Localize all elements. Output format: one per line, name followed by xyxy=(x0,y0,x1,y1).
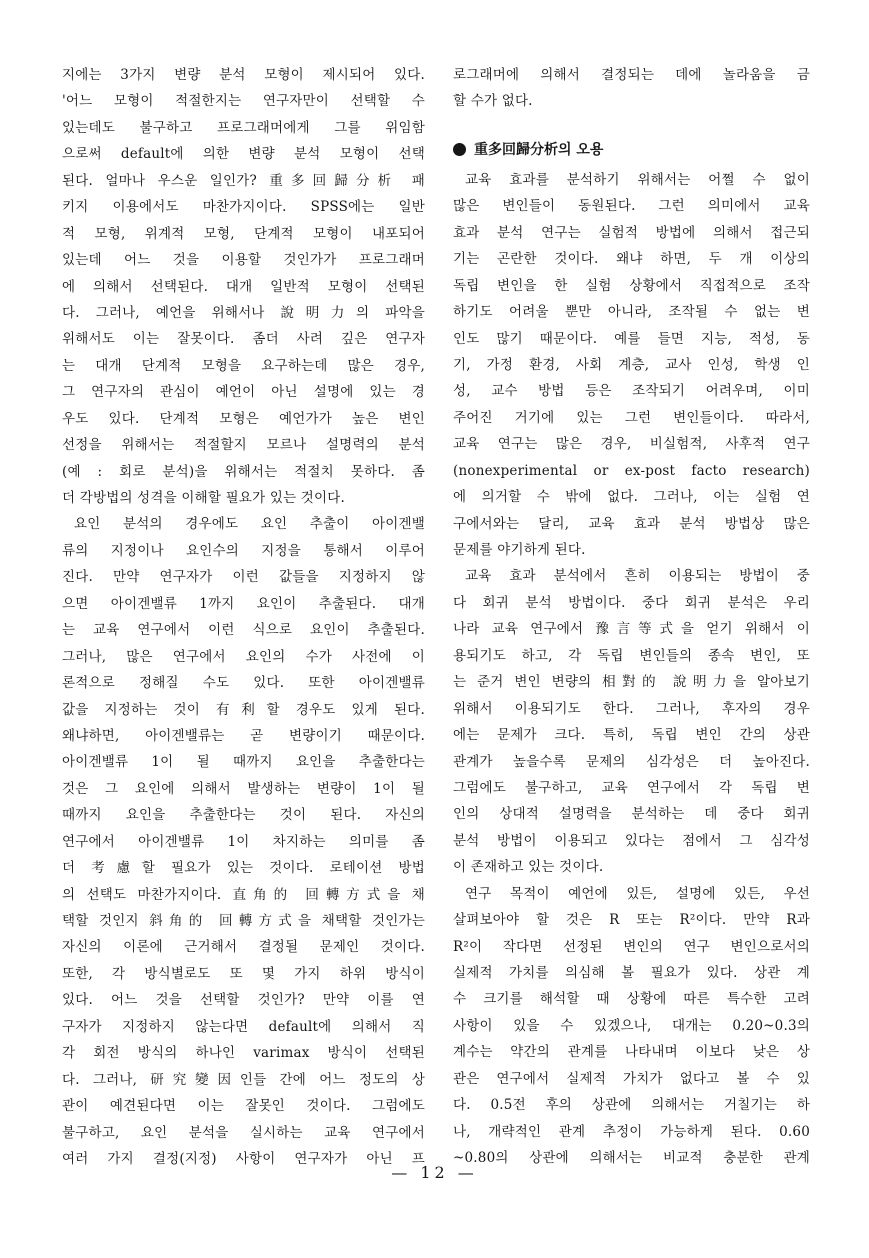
text-line: 교육 효과를 분석하기 위해서는 어쩔 수 없이 xyxy=(465,171,810,188)
text-line: 사항이 있을 수 있겠으나, 대개는 0.20~0.3의 xyxy=(453,1017,810,1034)
text-line: 그럼에도 불구하고, 교육 연구에서 각 독립 변 xyxy=(453,779,810,796)
text-line: (nonexperimental or ex-post facto research) xyxy=(453,462,810,479)
section-heading-text: 重多回歸分析의 오용 xyxy=(474,141,604,158)
text-line: 나라 교육 연구에서 豫言等式을 얻기 위해서 이 xyxy=(453,621,810,638)
text-line: 독립 변인을 한 실험 상황에서 직접적으로 조작 xyxy=(453,277,810,294)
text-line: 나, 개략적인 관계 추정이 가능하게 된다. 0.60 xyxy=(453,1123,810,1140)
text-line: (예 : 회로 분석)을 위해서는 적절치 못하다. 좀 xyxy=(62,463,425,480)
text-line: 구자가 지정하지 않는다면 default에 의해서 직 xyxy=(62,1018,425,1035)
text-line: 다. 0.5전 후의 상관에 의해서는 거칠기는 하 xyxy=(453,1097,810,1114)
text-line: 것은 그 요인에 의해서 발생하는 변량이 1이 될 xyxy=(62,780,425,797)
section-heading xyxy=(453,133,810,167)
text-line: 불구하고, 요인 분석을 실시하는 교육 연구에서 xyxy=(62,1124,425,1141)
text-line: 수 크기를 해석할 때 상황에 따른 특수한 고려 xyxy=(453,991,810,1008)
left-column xyxy=(62,62,425,1172)
text-line: 요인 분석의 경우에도 요인 추출이 아이겐밸 xyxy=(74,516,425,533)
text-line: 효과 분석 연구는 실험적 방법에 의해서 접근되 xyxy=(453,224,810,241)
text-line: 주어진 거기에 있는 그런 변인들이다. 따라서, xyxy=(453,409,810,426)
text-line: 할 수가 없다. xyxy=(453,93,533,110)
text-line: 하기도 어려울 뿐만 아니라, 조작될 수 없는 변 xyxy=(453,304,810,321)
text-line: 더 각방법의 성격을 이해할 필요가 있는 것이다. xyxy=(62,490,346,506)
text-line: 그 연구자의 관심이 예언이 아닌 설명에 있는 경 xyxy=(62,384,425,401)
bullet-icon xyxy=(453,143,466,156)
right-column-body xyxy=(453,167,810,1172)
text-line: 있다. 어느 것을 선택할 것인가? 만약 이를 연 xyxy=(62,992,425,1009)
text-line: 각 회전 방식의 하나인 varimax 방식이 선택된 xyxy=(62,1045,425,1062)
text-line: 류의 지정이나 요인수의 지정을 통해서 이루어 xyxy=(62,542,425,559)
text-line: 교육 연구는 많은 경우, 비실험적, 사후적 연구 xyxy=(453,436,810,453)
text-line: 성, 교수 방법 등은 조작되기 어려우며, 이미 xyxy=(453,383,810,400)
text-line: 관계가 높을수록 문제의 심각성은 더 높아진다. xyxy=(453,753,810,770)
text-line: 다. 그러나, 研究變因인들 간에 어느 정도의 상 xyxy=(62,1071,425,1088)
section-gap xyxy=(453,115,810,133)
text-line: 에 의거할 수 밖에 없다. 그러나, 이는 실험 연 xyxy=(453,489,810,506)
text-line: 택할 것인지 斜角的 回轉方式을 채택할 것인가는 xyxy=(62,913,425,929)
text-line: 이 존재하고 있는 것이다. xyxy=(453,859,604,876)
text-line: 우도 있다. 단계적 모형은 예언가가 높은 변인 xyxy=(62,410,425,427)
text-line: 된다. 얼마나 우스운 일인가? 重多回歸分析 패 xyxy=(62,172,425,189)
right-column-intro xyxy=(453,62,810,115)
right-column xyxy=(453,62,810,1172)
text-line: 연구 목적이 예언에 있든, 설명에 있든, 우선 xyxy=(465,885,810,902)
text-line: 자신의 이론에 근거해서 결정될 문제인 것이다. xyxy=(62,939,425,956)
text-line: 키지 이용에서도 마찬가지이다. SPSS에는 일반 xyxy=(62,199,425,216)
text-line: 용되기도 하고, 각 독립 변인들의 종속 변인, 또 xyxy=(453,647,810,664)
text-line: '어느 모형이 적절한지는 연구자만이 선택할 수 xyxy=(62,93,425,110)
text-line: 계수는 약간의 관계를 나타내며 이보다 낮은 상 xyxy=(453,1044,810,1061)
text-line: R²이 작다면 선정된 변인의 연구 변인으로서의 xyxy=(453,938,810,955)
text-line: 기는 곤란한 것이다. 왜냐 하면, 두 개 이상의 xyxy=(453,251,810,268)
text-line: 지에는 3가지 변량 분석 모형이 제시되어 있다. xyxy=(62,67,425,83)
text-line: 관은 연구에서 실제적 가치가 없다고 볼 수 있 xyxy=(453,1070,810,1087)
text-line: 론적으로 정해질 수도 있다. 또한 아이겐밸류 xyxy=(62,675,425,692)
text-line: 위해서도 이는 잘못이다. 좀더 사려 깊은 연구자 xyxy=(62,331,425,348)
text-line: 때까지 요인을 추출한다는 것이 된다. 자신의 xyxy=(62,807,425,824)
text-line: 실제적 가치를 의심해 볼 필요가 있다. 상관 계 xyxy=(453,965,810,981)
text-line: 는 교육 연구에서 이런 식으로 요인이 추출된다. xyxy=(62,622,425,639)
text-line: 선정을 위해서는 적절할지 모르나 설명력의 분석 xyxy=(62,437,425,454)
text-line: 구에서와는 달리, 교육 효과 분석 방법상 많은 xyxy=(453,515,810,532)
text-line: 그러나, 많은 연구에서 요인의 수가 사전에 이 xyxy=(62,648,425,665)
text-line: 분석 방법이 이용되고 있다는 점에서 그 심각성 xyxy=(453,832,810,849)
text-line: 살펴보아야 할 것은 R 또는 R²이다. 만약 R과 xyxy=(453,912,810,929)
text-line: 관이 예견된다면 이는 잘못인 것이다. 그럼에도 xyxy=(62,1098,425,1115)
text-line: 에 의해서 선택된다. 대개 일반적 모형이 선택된 xyxy=(62,278,425,295)
text-line: 위해서 이용되기도 한다. 그러나, 후자의 경우 xyxy=(453,700,810,717)
text-line: 의 선택도 마찬가지이다. 直角的 回轉方式을 채 xyxy=(62,886,425,903)
text-line: 는 대개 단계적 모형을 요구하는데 많은 경우, xyxy=(62,357,425,374)
text-line: 교육 효과 분석에서 흔히 이용되는 방법이 중 xyxy=(465,568,810,585)
text-line: 많은 변인들이 동원된다. 그런 의미에서 교육 xyxy=(453,198,810,215)
text-line: 에는 문제가 크다. 특히, 독립 변인 간의 상관 xyxy=(453,727,810,744)
text-line: 다. 그러나, 예언을 위해서나 說明力의 파악을 xyxy=(62,304,425,321)
text-line: 다 회귀 분석 방법이다. 중다 회귀 분석은 우리 xyxy=(453,594,810,611)
text-line: 으면 아이겐밸류 1까지 요인이 추출된다. 대개 xyxy=(62,595,425,612)
page-number: — 12 — xyxy=(391,1163,478,1182)
text-line: 으로써 default에 의한 변량 분석 모형이 선택 xyxy=(62,146,425,163)
text-line: 있는데도 불구하고 프로그래머에게 그를 위임함 xyxy=(62,119,425,136)
text-line: 더 考慮할 필요가 있는 것이다. 로테이션 방법 xyxy=(62,860,425,877)
text-line: 는 준거 변인 변량의 相對的 說明力을 알아보기 xyxy=(453,674,810,691)
text-line: 왜냐하면, 아이겐밸류는 곧 변량이기 때문이다. xyxy=(62,727,425,744)
text-line: 로그래머에 의해서 결정되는 데에 놀라움을 금 xyxy=(453,67,810,83)
text-line: ~0.80의 상관에 의해서는 비교적 충분한 관계 xyxy=(453,1150,810,1167)
text-line: 인의 상대적 설명력을 분석하는 데 중다 회귀 xyxy=(453,806,810,823)
text-line: 아이겐밸류 1이 될 때까지 요인을 추출한다는 xyxy=(62,754,425,771)
text-line: 인도 많기 때문이다. 예를 들면 지능, 적성, 동 xyxy=(453,330,810,347)
text-line: 기, 가정 환경, 사회 계층, 교사 인성, 학생 인 xyxy=(453,356,810,373)
text-line: 진다. 만약 연구자가 이런 값들을 지정하지 않 xyxy=(62,569,425,586)
text-line: 또한, 각 방식별로도 또 몇 가지 하위 방식이 xyxy=(62,965,425,982)
text-line: 값을 지정하는 것이 有利할 경우도 있게 된다. xyxy=(62,701,425,718)
text-line: 여러 가지 결정(지정) 사항이 연구자가 아닌 프 xyxy=(62,1150,425,1167)
text-line: 있는데 어느 것을 이용할 것인가가 프로그래머 xyxy=(62,252,425,269)
text-line: 연구에서 아이겐밸류 1이 차지하는 의미를 좀 xyxy=(62,833,425,850)
text-line: 문제를 야기하게 된다. xyxy=(453,542,586,558)
text-line: 적 모형, 위계적 모형, 단계적 모형이 내포되어 xyxy=(62,225,425,242)
